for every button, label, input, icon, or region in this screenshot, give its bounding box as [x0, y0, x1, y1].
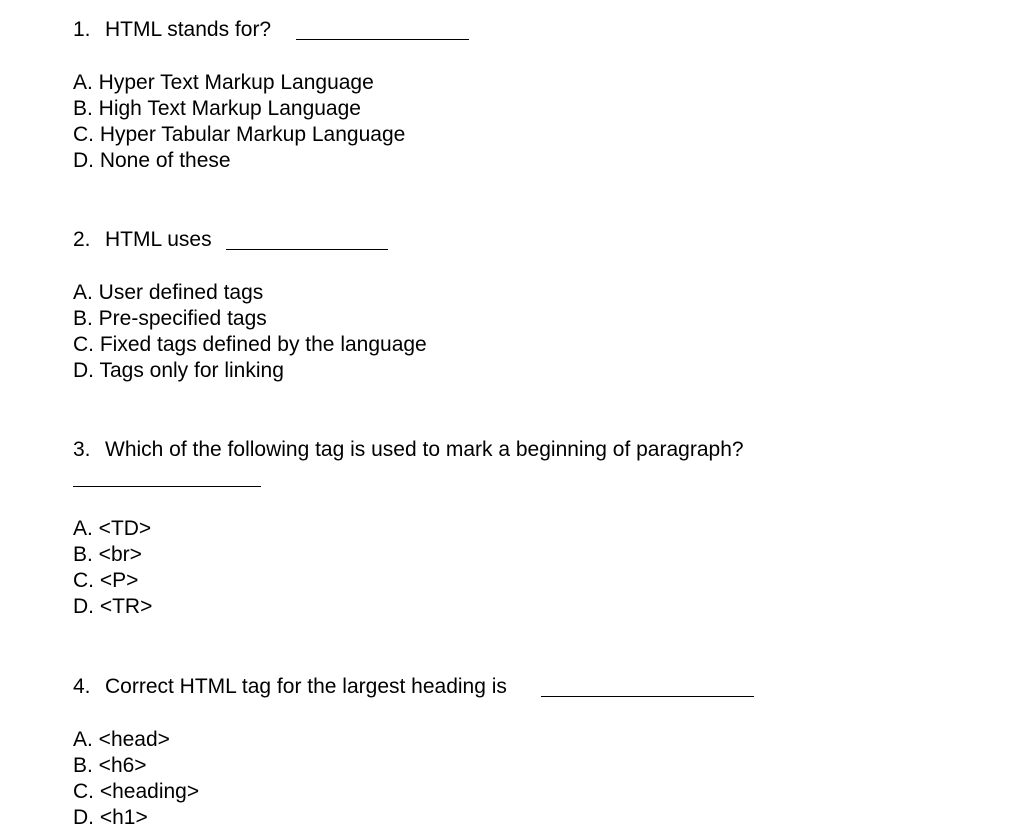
options-list — [73, 280, 427, 384]
question-number: 2. — [73, 228, 91, 251]
question-2 — [73, 227, 212, 253]
question-text: HTML stands for? — [105, 18, 272, 41]
option-c: C. <heading> — [73, 780, 200, 803]
option-c: C. Fixed tags defined by the language — [73, 333, 427, 356]
question-4 — [73, 674, 507, 700]
question-number: 3. — [73, 438, 91, 461]
option-d: D. None of these — [73, 149, 231, 172]
answer-blank — [73, 486, 261, 487]
option-d: D. <TR> — [73, 595, 153, 618]
question-number: 4. — [73, 675, 91, 698]
option-b: B. <h6> — [73, 754, 147, 777]
option-a: A. Hyper Text Markup Language — [73, 71, 374, 94]
question-number: 1. — [73, 18, 91, 41]
option-d: D. Tags only for linking — [73, 359, 284, 382]
options-list — [73, 727, 199, 831]
option-c: C. Hyper Tabular Markup Language — [73, 123, 406, 146]
option-d: D. <h1> — [73, 806, 148, 829]
option-a: A. <TD> — [73, 517, 152, 540]
question-text: Which of the following tag is used to mark a beginning of paragraph? — [105, 438, 744, 461]
question-1 — [73, 17, 271, 43]
options-list — [73, 516, 152, 620]
answer-blank — [226, 249, 388, 250]
question-3 — [73, 437, 744, 463]
option-b: B. <br> — [73, 543, 142, 566]
question-text: Correct HTML tag for the largest heading is — [105, 675, 507, 698]
option-b: B. Pre-specified tags — [73, 307, 267, 330]
question-text: HTML uses — [105, 228, 212, 251]
answer-blank — [296, 39, 469, 40]
answer-blank — [541, 696, 754, 697]
options-list — [73, 70, 405, 174]
option-c: C. <P> — [73, 569, 139, 592]
option-a: A. <head> — [73, 728, 170, 751]
option-a: A. User defined tags — [73, 281, 264, 304]
option-b: B. High Text Markup Language — [73, 97, 361, 120]
